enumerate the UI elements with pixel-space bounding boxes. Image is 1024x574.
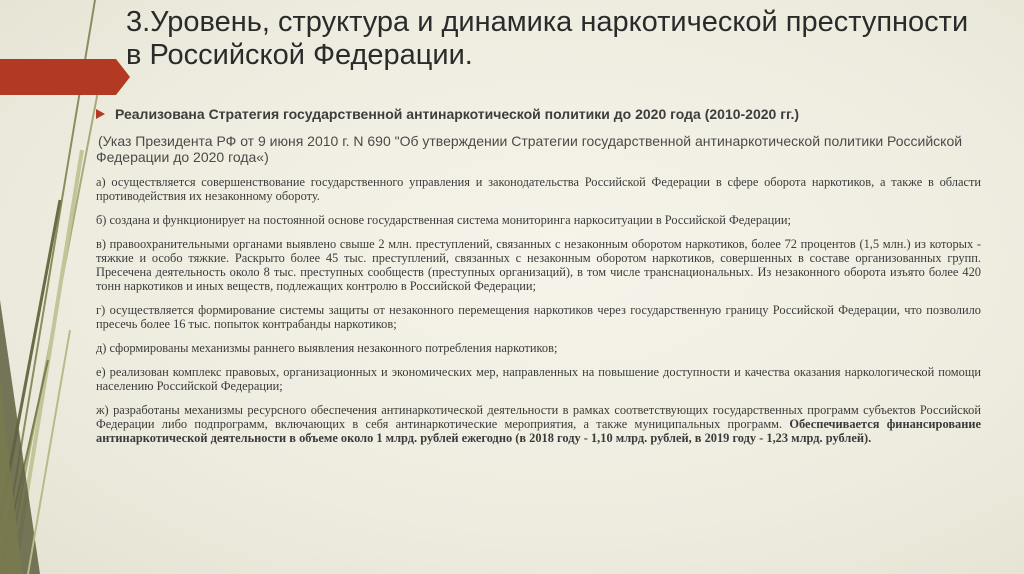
paragraph-zh-text: ж) разработаны механизмы ресурсного обеспечения антинаркотической деятельности в рамках соответствующих государственных программ субъектов Российской Федерации либо подпрограмм, включающих в себя антинаркотические мероприятия, а также муниципальных программ.	[96, 403, 981, 431]
paragraph-zh	[96, 403, 981, 445]
decree-reference: (Указ Президента РФ от 9 июня 2010 г. N 690 "Об утверждении Стратегии государственной антинаркотической политики Российской Федерации до 2020 года«)	[96, 133, 963, 165]
paragraph-b: б) создана и функционирует на постоянной основе государственная система мониторинга наркоситуации в Российской Федерации;	[96, 213, 791, 227]
paragraph-zh-bold-text: Обеспечивается финансирование антинаркотической деятельности в объеме около 1 млрд. рублей ежегодно (в 2018 году - 1,10 млрд. рублей, в 2019 году - 1,23 млрд. рублей).	[96, 417, 982, 445]
bullet-text: Реализована Стратегия государственной антинаркотической политики до 2020 года (2010-2020 гг.)	[115, 106, 800, 122]
arrow-bullet-icon	[96, 109, 105, 119]
paragraph-v: в) правоохранительными органами выявлено свыше 2 млн. преступлений, связанных с незаконным оборотом наркотиков, более 72 процентов (1,5 млн.) из которых - тяжкие и особо тяжкие. Раскрыто более 45 тыс. преступлений, связанных с незаконным оборотом наркотиков, совершенных в составе организованных групп. Пресечена деятельность около 8 тыс. преступных сообществ (преступных организаций), в том числе транснациональных. Из незаконного оборота изъято более 420 тонн наркотиков и иных веществ, подлежащих контролю в Российской Федерации;	[96, 237, 981, 293]
slide-title: 3.Уровень, структура и динамика наркотической преступности в Российской Федерации.	[126, 6, 969, 71]
paragraph-g: г) осуществляется формирование системы защиты от незаконного перемещения наркотиков через государственную границу Российской Федерации, что позволило пресечь более 16 тыс. попыток контрабанды наркотиков;	[96, 303, 981, 331]
slide-content	[96, 105, 981, 455]
paragraph-e: е) реализован комплекс правовых, организационных и экономических мер, направленных на повышение доступности и качества оказания наркологической помощи населению Российской Федерации;	[96, 365, 981, 393]
paragraph-a: а) осуществляется совершенствование государственного управления и законодательства Российской Федерации в сфере оборота наркотиков, а также в области противодействия их незаконному обороту.	[96, 175, 981, 203]
paragraph-d: д) сформированы механизмы раннего выявления незаконного потребления наркотиков;	[96, 341, 558, 355]
bullet-item	[96, 105, 981, 123]
accent-bar	[0, 59, 116, 95]
